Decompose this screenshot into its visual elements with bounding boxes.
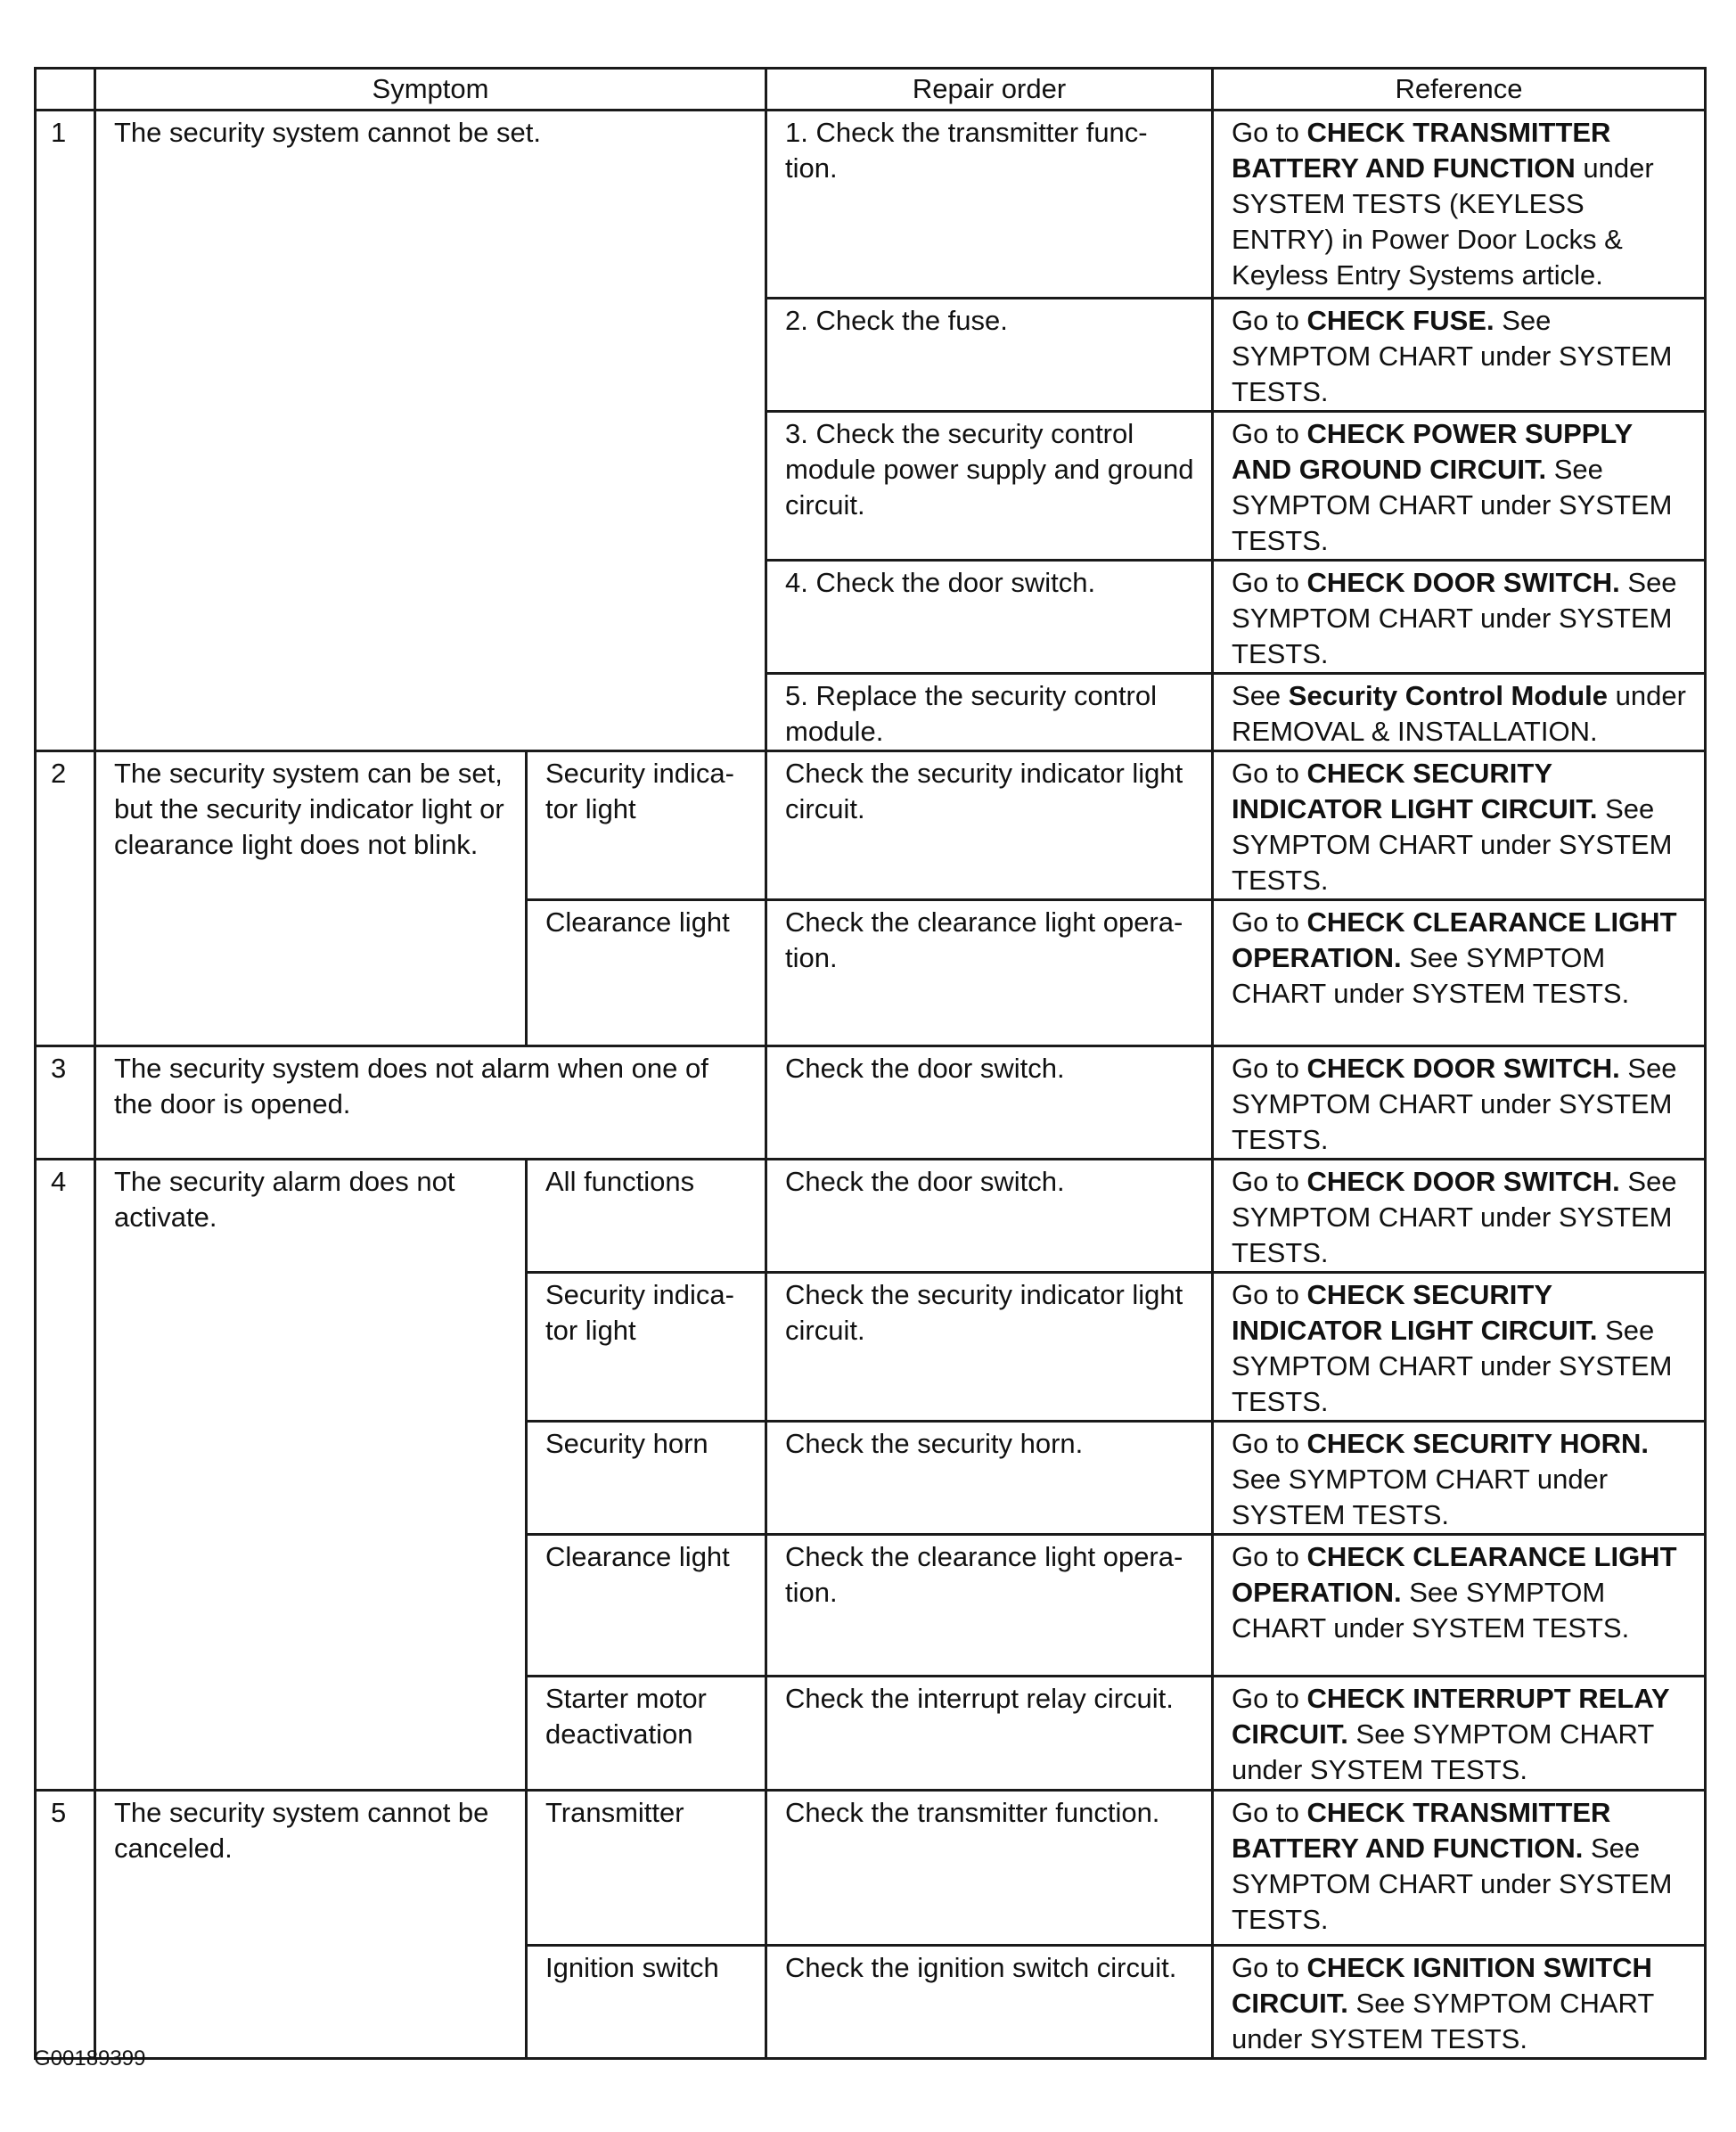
reference-suffix: See SYMPTOM CHART under SYSTEM TESTS. — [1232, 1166, 1677, 1268]
table-row — [36, 111, 1706, 299]
reference-cell — [1213, 751, 1706, 900]
reference-link-text: CHECK DOOR SWITCH. — [1306, 1053, 1620, 1084]
repair-cell: Check the ignition switch circuit. — [766, 1946, 1213, 2059]
reference-link-text: CHECK FUSE. — [1306, 305, 1494, 336]
reference-suffix: See SYMPTOM CHART under SYSTEM TESTS. — [1232, 454, 1673, 556]
sub-symptom-cell: All functions — [527, 1160, 766, 1273]
repair-cell: 2. Check the fuse. — [766, 299, 1213, 412]
row-number: 5 — [36, 1791, 95, 2059]
repair-cell: Check the clearance light opera- tion. — [766, 1535, 1213, 1677]
row-number: 3 — [36, 1046, 95, 1160]
repair-cell: Check the clearance light opera- tion. — [766, 900, 1213, 1046]
reference-link-text: CHECK TRANSMITTER BATTERY AND FUNCTION. — [1232, 1797, 1611, 1864]
header-symptom: Symptom — [95, 69, 766, 111]
reference-suffix: See SYMPTOM CHART under SYSTEM TESTS. — [1232, 305, 1673, 407]
table-row — [36, 751, 1706, 900]
table-row — [36, 1160, 1706, 1273]
row-number: 1 — [36, 111, 95, 751]
reference-prefix: See — [1232, 680, 1289, 711]
reference-link-text: Security Control Module — [1288, 680, 1609, 711]
table-row — [36, 1046, 1706, 1160]
sub-symptom-cell: Security horn — [527, 1422, 766, 1535]
reference-cell — [1213, 111, 1706, 299]
symptom-cell: The security system can be set, but the security indicator light or clearance light does not blink. — [95, 751, 527, 1046]
reference-prefix: Go to — [1232, 1952, 1307, 1983]
reference-suffix: See SYMPTOM CHART under SYSTEM TESTS. — [1232, 1464, 1609, 1530]
reference-prefix: Go to — [1232, 1683, 1307, 1714]
reference-link-text: CHECK SECURITY HORN. — [1306, 1428, 1649, 1459]
repair-cell: Check the security indicator light circuit. — [766, 751, 1213, 900]
header-repair-order: Repair order — [766, 69, 1213, 111]
reference-prefix: Go to — [1232, 758, 1307, 789]
repair-cell: Check the door switch. — [766, 1046, 1213, 1160]
sub-symptom-cell: Transmitter — [527, 1791, 766, 1946]
reference-suffix: See SYMPTOM CHART under SYSTEM TESTS. — [1232, 1988, 1654, 2054]
symptom-chart-table — [34, 67, 1707, 2060]
reference-link-text: CHECK CLEARANCE LIGHT OPERATION. — [1232, 1541, 1677, 1608]
reference-cell — [1213, 1946, 1706, 2059]
reference-suffix: See SYMPTOM CHART under SYSTEM TESTS. — [1232, 1577, 1630, 1644]
repair-cell: 3. Check the security control module power supply and ground circuit. — [766, 412, 1213, 561]
symptom-cell: The security alarm does not activate. — [95, 1160, 527, 1791]
reference-suffix: See SYMPTOM CHART under SYSTEM TESTS. — [1232, 1053, 1677, 1155]
reference-prefix: Go to — [1232, 305, 1307, 336]
repair-cell: 5. Replace the security control module. — [766, 674, 1213, 751]
reference-link-text: CHECK CLEARANCE LIGHT OPERATION. — [1232, 906, 1677, 973]
reference-cell — [1213, 1422, 1706, 1535]
sub-symptom-cell: Clearance light — [527, 900, 766, 1046]
reference-suffix: under SYSTEM TESTS (KEYLESS ENTRY) in Power Door Locks & Keyless Entry Systems article. — [1232, 152, 1654, 291]
sub-symptom-cell: Security indica- tor light — [527, 1273, 766, 1422]
symptom-cell: The security system cannot be set. — [95, 111, 766, 751]
row-number: 4 — [36, 1160, 95, 1791]
header-reference: Reference — [1213, 69, 1706, 111]
reference-cell — [1213, 1535, 1706, 1677]
reference-suffix: under REMOVAL & INSTALLATION. — [1232, 680, 1686, 747]
reference-prefix: Go to — [1232, 418, 1307, 449]
reference-suffix: See SYMPTOM CHART under SYSTEM TESTS. — [1232, 1315, 1673, 1417]
header-row — [36, 69, 1706, 111]
repair-cell: Check the interrupt relay circuit. — [766, 1677, 1213, 1791]
reference-prefix: Go to — [1232, 1797, 1307, 1828]
reference-link-text: CHECK IGNITION SWITCH CIRCUIT. — [1232, 1952, 1652, 2019]
sub-symptom-cell: Ignition switch — [527, 1946, 766, 2059]
symptom-cell: The security system cannot be canceled. — [95, 1791, 527, 2059]
reference-cell — [1213, 900, 1706, 1046]
reference-cell — [1213, 1046, 1706, 1160]
symptom-cell: The security system does not alarm when one of the door is opened. — [95, 1046, 766, 1160]
header-number — [36, 69, 95, 111]
reference-link-text: CHECK SECURITY INDICATOR LIGHT CIRCUIT. — [1232, 1279, 1598, 1346]
reference-link-text: CHECK POWER SUPPLY AND GROUND CIRCUIT. — [1232, 418, 1633, 485]
reference-suffix: See SYMPTOM CHART under SYSTEM TESTS. — [1232, 567, 1677, 669]
row-number: 2 — [36, 751, 95, 1046]
reference-prefix: Go to — [1232, 1428, 1307, 1459]
sub-symptom-cell: Clearance light — [527, 1535, 766, 1677]
reference-cell — [1213, 1677, 1706, 1791]
reference-link-text: CHECK DOOR SWITCH. — [1306, 1166, 1620, 1197]
figure-id: G00189399 — [34, 2046, 146, 2070]
reference-link-text: CHECK TRANSMITTER BATTERY AND FUNCTION — [1232, 117, 1611, 184]
reference-cell — [1213, 299, 1706, 412]
reference-link-text: CHECK INTERRUPT RELAY CIRCUIT. — [1232, 1683, 1669, 1750]
reference-cell — [1213, 1160, 1706, 1273]
reference-prefix: Go to — [1232, 1053, 1307, 1084]
reference-cell — [1213, 1791, 1706, 1946]
reference-prefix: Go to — [1232, 1166, 1307, 1197]
reference-suffix: See SYMPTOM CHART under SYSTEM TESTS. — [1232, 1718, 1654, 1785]
sub-symptom-cell: Starter motor deactivation — [527, 1677, 766, 1791]
reference-cell — [1213, 561, 1706, 674]
repair-cell: Check the door switch. — [766, 1160, 1213, 1273]
repair-cell: 4. Check the door switch. — [766, 561, 1213, 674]
reference-suffix: See SYMPTOM CHART under SYSTEM TESTS. — [1232, 793, 1673, 896]
reference-link-text: CHECK DOOR SWITCH. — [1306, 567, 1620, 598]
reference-suffix: See SYMPTOM CHART under SYSTEM TESTS. — [1232, 1833, 1673, 1935]
table-row — [36, 1791, 1706, 1946]
reference-prefix: Go to — [1232, 117, 1307, 148]
repair-cell: Check the transmitter function. — [766, 1791, 1213, 1946]
repair-cell: Check the security horn. — [766, 1422, 1213, 1535]
sub-symptom-cell: Security indica- tor light — [527, 751, 766, 900]
reference-prefix: Go to — [1232, 1279, 1307, 1310]
reference-cell — [1213, 412, 1706, 561]
reference-link-text: CHECK SECURITY INDICATOR LIGHT CIRCUIT. — [1232, 758, 1598, 824]
repair-cell: Check the security indicator light circuit. — [766, 1273, 1213, 1422]
reference-cell — [1213, 1273, 1706, 1422]
reference-cell — [1213, 674, 1706, 751]
reference-suffix: See SYMPTOM CHART under SYSTEM TESTS. — [1232, 942, 1630, 1009]
repair-cell: 1. Check the transmitter func- tion. — [766, 111, 1213, 299]
reference-prefix: Go to — [1232, 567, 1307, 598]
reference-prefix: Go to — [1232, 906, 1307, 938]
reference-prefix: Go to — [1232, 1541, 1307, 1572]
